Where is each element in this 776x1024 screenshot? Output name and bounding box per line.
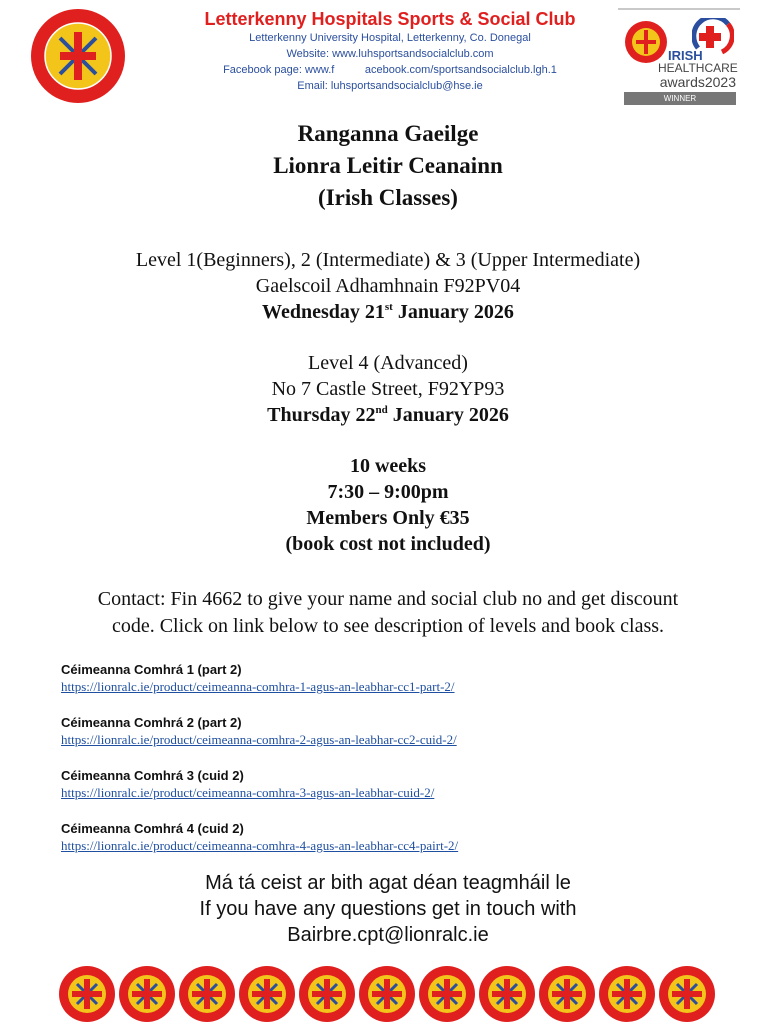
link-item: [61, 661, 741, 714]
course-price-note: (book cost not included): [285, 533, 491, 555]
course-price: Members Only €35: [306, 507, 470, 529]
session-level-4: [0, 350, 776, 428]
club-crest-icon: [238, 965, 296, 1023]
link-item: [61, 714, 741, 767]
booking-links: [61, 661, 741, 873]
contact-email[interactable]: Bairbre.cpt@lionralc.ie: [287, 924, 489, 946]
club-crest-icon: [658, 965, 716, 1023]
booking-link[interactable]: https://lionralc.ie/product/ceimeanna-comhra-1-agus-an-leabhar-cc1-part-2/: [61, 679, 455, 694]
session1-venue: Gaelscoil Adhamhnain F92PV04: [255, 275, 521, 297]
link-item: [61, 767, 741, 820]
contact-line-2: code. Click on link below to see description of levels and book class.: [111, 615, 665, 637]
link-title: Céimeanna Comhrá 2 (part 2): [61, 715, 242, 730]
course-duration: 10 weeks: [349, 455, 427, 477]
facebook-line[interactable]: Facebook page: www.f acebook.com/sportsandsocialclub.lgh.1: [223, 64, 557, 76]
session1-date-day: Wednesday 21: [262, 301, 385, 323]
contact-paragraph: [40, 586, 736, 640]
session2-venue: No 7 Castle Street, F92YP93: [271, 378, 505, 400]
contact-line-1: Contact: Fin 4662 to give your name and social club no and get discount: [97, 588, 679, 610]
title-line-3: (Irish Classes): [318, 185, 458, 210]
questions-irish: Má tá ceist ar bith agat déan teagmháil le: [205, 872, 571, 894]
session2-date-month: January 2026: [387, 404, 509, 426]
link-title: Céimeanna Comhrá 1 (part 2): [61, 662, 242, 677]
club-crest-icon: [358, 965, 416, 1023]
session1-levels: Level 1(Beginners), 2 (Intermediate) & 3 (Upper Intermediate): [135, 249, 641, 271]
questions-english: If you have any questions get in touch with: [199, 898, 577, 920]
club-crest-small-logo: [624, 20, 668, 64]
club-crest-icon: [298, 965, 356, 1023]
link-title: Céimeanna Comhrá 3 (cuid 2): [61, 768, 244, 783]
letterhead: [0, 0, 776, 110]
award-year-text: awards2023: [659, 74, 736, 90]
club-crest-icon: [178, 965, 236, 1023]
link-title: Céimeanna Comhrá 4 (cuid 2): [61, 821, 244, 836]
award-healthcare-text: HEALTHCARE: [658, 61, 738, 75]
page-title: [0, 118, 776, 214]
divider: [618, 8, 740, 10]
club-crest-icon: [598, 965, 656, 1023]
booking-link[interactable]: https://lionralc.ie/product/ceimeanna-comhra-2-agus-an-leabhar-cc2-cuid-2/: [61, 732, 457, 747]
title-line-1: Ranganna Gaeilge: [297, 121, 479, 146]
session2-levels: Level 4 (Advanced): [308, 352, 468, 374]
booking-link[interactable]: https://lionralc.ie/product/ceimeanna-comhra-3-agus-an-leabhar-cuid-2/: [61, 785, 435, 800]
booking-link[interactable]: https://lionralc.ie/product/ceimeanna-comhra-4-agus-an-leabhar-cc4-pairt-2/: [61, 838, 459, 853]
session2-date: [0, 402, 776, 428]
session2-date-suffix: nd: [375, 404, 388, 416]
club-name: Letterkenny Hospitals Sports & Social Club: [204, 9, 576, 29]
email-line[interactable]: Email: luhsportsandsocialclub@hse.ie: [297, 80, 483, 92]
session2-date-day: Thursday 22: [267, 404, 376, 426]
session-levels-1-3: [0, 247, 776, 325]
link-item: [61, 820, 741, 873]
club-crest-icon: [118, 965, 176, 1023]
club-crest-icon: [538, 965, 596, 1023]
club-crest-icon: [478, 965, 536, 1023]
award-winner-ribbon: WINNER: [624, 92, 736, 105]
course-time: 7:30 – 9:00pm: [327, 481, 449, 503]
questions-contact: [0, 870, 776, 948]
crest-logo-row: [58, 965, 728, 1023]
club-crest-icon: [418, 965, 476, 1023]
title-line-2: Lionra Leitir Ceanainn: [273, 153, 503, 178]
club-crest-icon: [58, 965, 116, 1023]
session1-date: [0, 299, 776, 325]
award-irish-text: IRISH: [668, 48, 703, 63]
course-details: [0, 453, 776, 557]
club-crest-logo: [30, 8, 126, 104]
irish-healthcare-award-badge: [618, 8, 740, 102]
hospital-address: Letterkenny University Hospital, Letterkenny, Co. Donegal: [249, 32, 531, 44]
website-line[interactable]: Website: www.luhsportsandsocialclub.com: [286, 48, 494, 60]
session1-date-suffix: st: [384, 301, 393, 313]
session1-date-month: January 2026: [392, 301, 514, 323]
